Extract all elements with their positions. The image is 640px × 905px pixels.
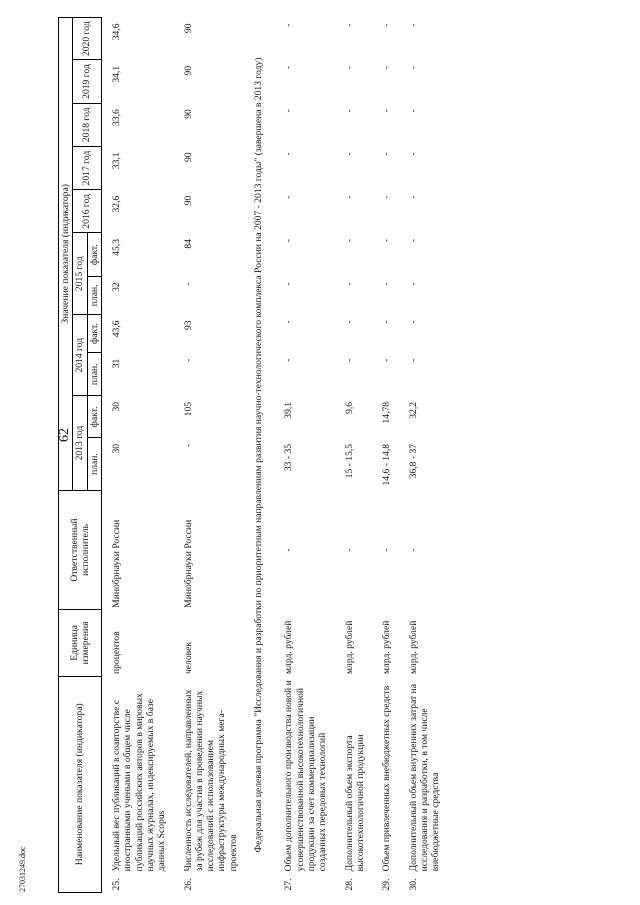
value-cell: 30 xyxy=(110,443,122,454)
indicator-name: Объем привлеченных внебюджетных средств xyxy=(381,685,393,872)
unit-cell: процентов xyxy=(110,631,122,675)
value-cell: 84 xyxy=(182,238,194,249)
value-cell: - xyxy=(343,23,355,27)
value-cell: 93 xyxy=(182,320,194,331)
header-year-2016: 2016 год xyxy=(73,190,102,233)
unit-cell: млрд. рублей xyxy=(343,620,355,675)
unit-cell: млрд. рублей xyxy=(381,620,393,675)
header-plan: план. xyxy=(87,353,101,396)
value-cell: - xyxy=(343,358,355,362)
value-cell: - xyxy=(381,109,393,113)
indicator-name: Дополнительный объем экспорта высокотехнологичной продукции xyxy=(343,734,366,872)
table-row xyxy=(274,18,334,893)
value-cell: 36,8 - 37 xyxy=(407,443,419,479)
indicator-name: Дополнительный объем внутренних затрат на исследования и разработки, в том числе внебюджетные средства xyxy=(407,684,442,872)
value-cell: 30 xyxy=(110,401,122,412)
value-cell: - xyxy=(381,320,393,324)
section-heading-row xyxy=(245,18,274,893)
header-year-2013: 2013 год xyxy=(73,396,87,490)
value-cell: - xyxy=(283,238,295,243)
executor-cell: - xyxy=(381,548,393,552)
value-cell: 39,1 xyxy=(283,401,295,419)
row-number: 28. xyxy=(343,878,355,891)
executor-cell: Минобрнауки России xyxy=(110,519,122,608)
header-fact: факт. xyxy=(87,314,101,352)
value-cell: - xyxy=(283,195,295,199)
value-cell: 33,1 xyxy=(110,152,122,170)
value-cell: 32,6 xyxy=(110,195,122,213)
value-cell: 90 xyxy=(182,152,194,163)
value-cell: - xyxy=(283,152,295,156)
value-cell: - xyxy=(407,109,419,113)
row-number: 30. xyxy=(407,878,419,891)
value-cell: - xyxy=(182,358,194,362)
header-plan: план. xyxy=(87,438,101,490)
indicator-table xyxy=(58,17,448,893)
row-number: 27. xyxy=(283,878,295,891)
value-cell: - xyxy=(343,109,355,113)
row-number: 26. xyxy=(182,878,194,891)
row-number: 29. xyxy=(381,878,393,891)
value-cell: - xyxy=(407,152,419,156)
value-cell: - xyxy=(343,65,355,70)
value-cell: - xyxy=(407,358,419,362)
value-cell: 15 - 15,5 xyxy=(343,443,355,479)
value-cell: - xyxy=(182,282,194,286)
executor-cell: - xyxy=(407,548,419,552)
value-cell: - xyxy=(407,282,419,286)
row-number: 25. xyxy=(110,878,122,891)
value-cell: - xyxy=(381,65,393,70)
value-cell: - xyxy=(283,65,295,70)
header-year-2017: 2017 год xyxy=(73,146,102,189)
table-row xyxy=(174,18,246,893)
value-cell: 43,6 xyxy=(110,320,122,338)
value-cell: - xyxy=(407,23,419,27)
value-cell: - xyxy=(283,282,295,286)
value-cell: - xyxy=(381,238,393,243)
header-name: Наименование показателя (индикатора) xyxy=(59,676,102,892)
header-year-2020: 2020 год xyxy=(73,18,102,60)
indicator-table-page xyxy=(58,17,636,893)
value-cell: - xyxy=(407,65,419,70)
value-cell: 33,6 xyxy=(110,109,122,126)
value-cell: - xyxy=(343,282,355,286)
indicator-name: Объем дополнительного производства новой и усовершенствованной высокотехнологичной продукции за счет коммерциализации созданных передовых технологий xyxy=(283,680,329,872)
indicator-name: Численность исследователей, направленных за рубеж для участия в проведении научных исследований с использованием инфраструктуры международных мега-проектов xyxy=(182,689,239,872)
value-cell: - xyxy=(381,152,393,156)
value-cell: 45,3 xyxy=(110,238,122,256)
unit-cell: человек xyxy=(182,641,194,675)
header-year-2018: 2018 год xyxy=(73,103,102,146)
value-cell: 90 xyxy=(182,65,194,76)
value-cell: 105 xyxy=(182,401,194,417)
value-cell: 14,78 xyxy=(381,401,393,424)
value-cell: - xyxy=(407,238,419,243)
table-row xyxy=(335,18,373,893)
value-cell: - xyxy=(381,282,393,286)
header-fact: факт. xyxy=(87,233,101,276)
value-cell: 34,6 xyxy=(110,23,122,41)
value-cell: - xyxy=(381,23,393,27)
executor-cell: - xyxy=(283,548,295,552)
value-cell: - xyxy=(343,320,355,324)
value-cell: - xyxy=(407,195,419,199)
value-cell: - xyxy=(283,23,295,27)
value-cell: - xyxy=(343,152,355,156)
value-cell: - xyxy=(381,195,393,199)
value-cell: 33 - 35 xyxy=(283,443,295,472)
value-cell: 32 xyxy=(110,282,122,292)
value-cell: - xyxy=(283,320,295,324)
document-code: 27031249.doc xyxy=(18,846,27,892)
page-number: 62 xyxy=(57,428,72,442)
unit-cell: млрд. рублей xyxy=(407,620,419,675)
executor-cell: Минобрнауки России xyxy=(182,519,194,608)
value-cell: 31 xyxy=(110,358,122,369)
unit-cell: млрд. рублей xyxy=(283,620,295,675)
value-cell: - xyxy=(182,443,194,448)
value-cell: - xyxy=(407,320,419,324)
program-section-heading: Федеральная целевая программа "Исследования и разработки по приоритетным направлениям развития научно-технологического комплекса России на 2007 - 2013 годы" (завершена в 2013 году) xyxy=(253,57,265,853)
indicator-name: Удельный вес публикаций в соавторстве с иностранными учеными в общем числе публикаций российских авторов в мировых научных журналах, индексируемых в базе данных Scopus xyxy=(110,693,168,872)
header-plan: план. xyxy=(87,276,101,314)
value-cell: - xyxy=(343,238,355,243)
executor-cell: - xyxy=(343,548,355,552)
value-cell: - xyxy=(381,358,393,362)
table-row xyxy=(399,18,448,893)
header-unit: Единица измерения xyxy=(59,610,102,676)
value-cell: 9,6 xyxy=(343,401,355,414)
value-cell: 34,1 xyxy=(110,65,122,83)
value-cell: 90 xyxy=(182,23,194,34)
value-cell: 14,6 - 14,8 xyxy=(381,443,393,486)
header-values-group: Значение показателя (индикатора) xyxy=(59,18,73,491)
value-cell: - xyxy=(343,195,355,199)
table-row xyxy=(101,18,173,893)
header-year-2015: 2015 год xyxy=(73,233,87,314)
table-row xyxy=(372,18,398,893)
header-executor: Ответственный исполнитель xyxy=(59,490,102,610)
header-year-2019: 2019 год xyxy=(73,60,102,103)
value-cell: 90 xyxy=(182,109,194,119)
value-cell: - xyxy=(283,358,295,362)
header-fact: факт. xyxy=(87,396,101,438)
value-cell: 90 xyxy=(182,195,194,206)
value-cell: - xyxy=(283,109,295,113)
value-cell: 32,2 xyxy=(407,401,419,419)
header-year-2014: 2014 год xyxy=(73,314,87,395)
